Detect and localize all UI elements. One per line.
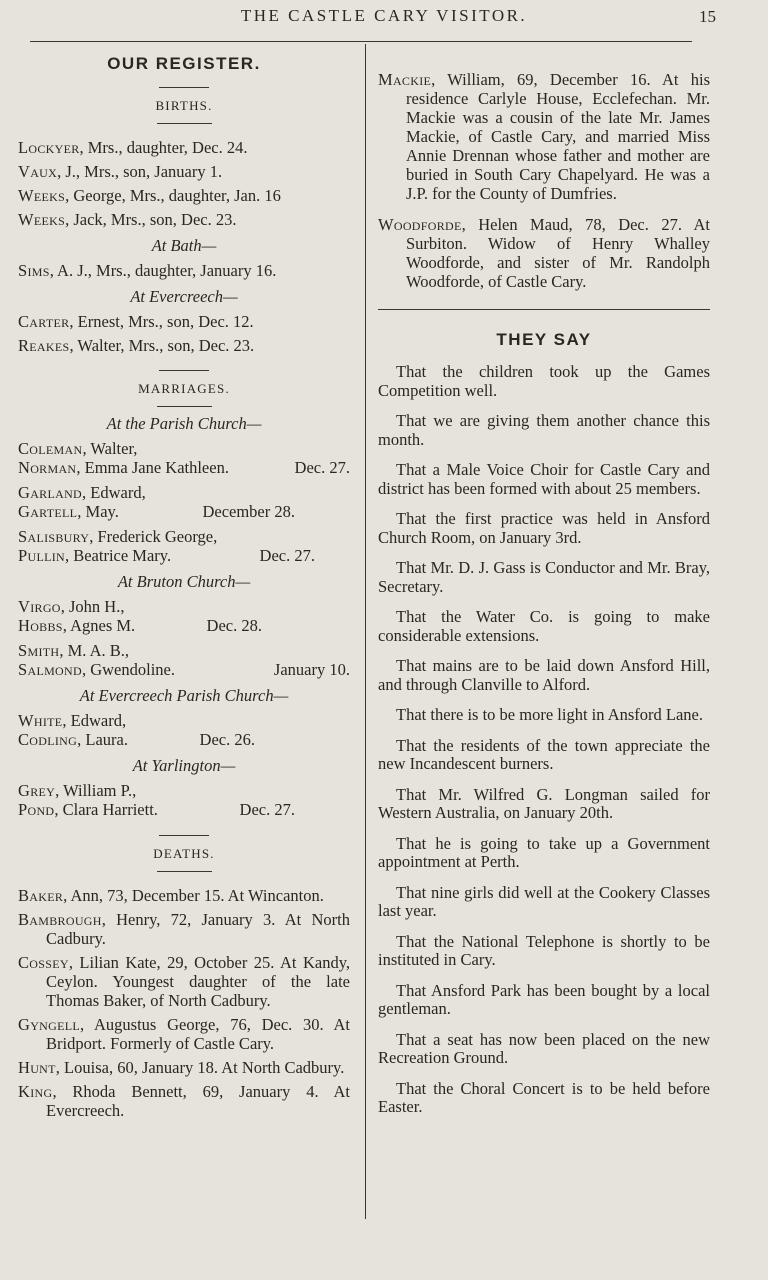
marriages-rule-bottom <box>157 406 212 407</box>
place-heading: At Bath— <box>151 236 217 255</box>
marriage-entry: White, Edward, Codling, Laura. Dec. 26. <box>18 711 255 749</box>
they-say-item: That mains are to be laid down Ansford Hill, and through Clanville to Alford. <box>378 656 710 694</box>
deaths-rule-top <box>159 835 209 836</box>
death-entry: Cossey, Lilian Kate, 29, October 25. At Kandy, Ceylon. Youngest daughter of the late Thomas Baker, of North Cadbury. <box>18 953 350 1010</box>
marriage-entry: Salisbury, Frederick George, Pullin, Beatrice Mary. Dec. 27. <box>18 527 315 565</box>
they-say-rule <box>378 309 710 310</box>
right-column <box>378 66 710 1129</box>
they-say-item: That Ansford Park has been bought by a local gentleman. <box>378 980 710 1018</box>
header-rule <box>30 41 692 42</box>
birth-entry: Carter, Ernest, Mrs., son, Dec. 12. <box>18 312 254 331</box>
they-say-item: That the Water Co. is going to make considerable extensions. <box>378 607 710 645</box>
they-say-item: That the National Telephone is shortly to be instituted in Cary. <box>378 931 710 969</box>
birth-entry: Sims, A. J., Mrs., daughter, January 16. <box>18 261 277 280</box>
birth-entry: Reakes, Walter, Mrs., son, Dec. 23. <box>18 336 255 355</box>
they-say-item: That we are giving them another chance this month. <box>378 411 710 449</box>
marriages-heading: MARRIAGES. <box>138 381 230 396</box>
they-say-item: That Mr. D. J. Gass is Conductor and Mr. Bray, Secretary. <box>378 558 710 596</box>
marriage-entry: Coleman, Walter, Norman, Emma Jane Kathleen. Dec. 27. <box>18 439 350 477</box>
they-say-item: That there is to be more light in Ansford Lane. <box>396 705 704 724</box>
they-say-item: That a Male Voice Choir for Castle Cary and district has been formed with about 25 members. <box>378 460 710 498</box>
register-title: OUR REGISTER. <box>107 54 261 73</box>
marriage-entry: Smith, M. A. B., Salmond, Gwendoline. January 10. <box>18 641 350 679</box>
place-heading: At Bruton Church— <box>117 572 251 591</box>
marriage-entry: Garland, Edward, Gartell, May. December 28. <box>18 483 295 521</box>
death-entry: Gyngell, Augustus George, 76, Dec. 30. At Bridport. Formerly of Castle Cary. <box>18 1015 350 1053</box>
place-heading: At Yarlington— <box>132 756 236 775</box>
they-say-item: That a seat has now been placed on the new Recreation Ground. <box>378 1029 710 1067</box>
left-column <box>18 48 350 1125</box>
birth-entry: Weeks, Jack, Mrs., son, Dec. 23. <box>18 210 237 229</box>
births-rule-top <box>159 87 209 88</box>
marriage-entry: Grey, William P., Pond, Clara Harriett. Dec. 27. <box>18 781 295 819</box>
death-entry: Woodforde, Helen Maud, 78, Dec. 27. At Surbiton. Widow of Henry Whalley Woodforde, and sister of Mr. Randolph Woodforde, of Castle Cary. <box>378 215 710 291</box>
birth-entry: Vaux, J., Mrs., son, January 1. <box>18 162 223 181</box>
they-say-item: That the Choral Concert is to be held before Easter. <box>378 1078 710 1116</box>
marriage-entry: Virgo, John H., Hobbs, Agnes M. Dec. 28. <box>18 597 262 635</box>
death-entry: Baker, Ann, 73, December 15. At Wincanton. <box>18 886 324 905</box>
running-head: THE CASTLE CARY VISITOR. <box>240 6 528 25</box>
place-heading: At the Parish Church— <box>106 414 262 433</box>
death-entry: Mackie, William, 69, December 16. At his residence Carlyle House, Ecclefechan. Mr. Mackie was a cousin of the late Mr. James Mackie, of Castle Cary, and married Miss Annie Drennan whose father and mother are buried in South Cary Chapelyard. He was a J.P. for the County of Dumfries. <box>378 70 710 203</box>
they-say-item: That he is going to take up a Government appointment at Perth. <box>378 833 710 871</box>
they-say-title: THEY SAY <box>496 330 592 349</box>
deaths-heading: DEATHS. <box>153 846 215 861</box>
they-say-item: That the first practice was held in Ansford Church Room, on January 3rd. <box>378 509 710 547</box>
they-say-item: That the residents of the town appreciate the new Incandescent burners. <box>378 735 710 773</box>
place-heading: At Evercreech Parish Church— <box>79 686 289 705</box>
death-entry: Hunt, Louisa, 60, January 18. At North Cadbury. <box>18 1058 345 1077</box>
births-heading: BIRTHS. <box>155 98 213 113</box>
place-heading: At Evercreech— <box>130 287 238 306</box>
they-say-item: That nine girls did well at the Cookery Classes last year. <box>378 882 710 920</box>
birth-entry: Lockyer, Mrs., daughter, Dec. 24. <box>18 138 248 157</box>
death-entry: King, Rhoda Bennett, 69, January 4. At Evercreech. <box>18 1082 350 1120</box>
marriages-rule-top <box>159 370 209 371</box>
death-entry: Bambrough, Henry, 72, January 3. At North Cadbury. <box>18 910 350 948</box>
they-say-item: That Mr. Wilfred G. Longman sailed for Western Australia, on January 20th. <box>378 784 710 822</box>
column-divider <box>365 44 366 1219</box>
page-number: 15 <box>699 7 716 26</box>
birth-entry: Weeks, George, Mrs., daughter, Jan. 16 <box>18 186 281 205</box>
they-say-item: That the children took up the Games Competition well. <box>378 362 710 400</box>
